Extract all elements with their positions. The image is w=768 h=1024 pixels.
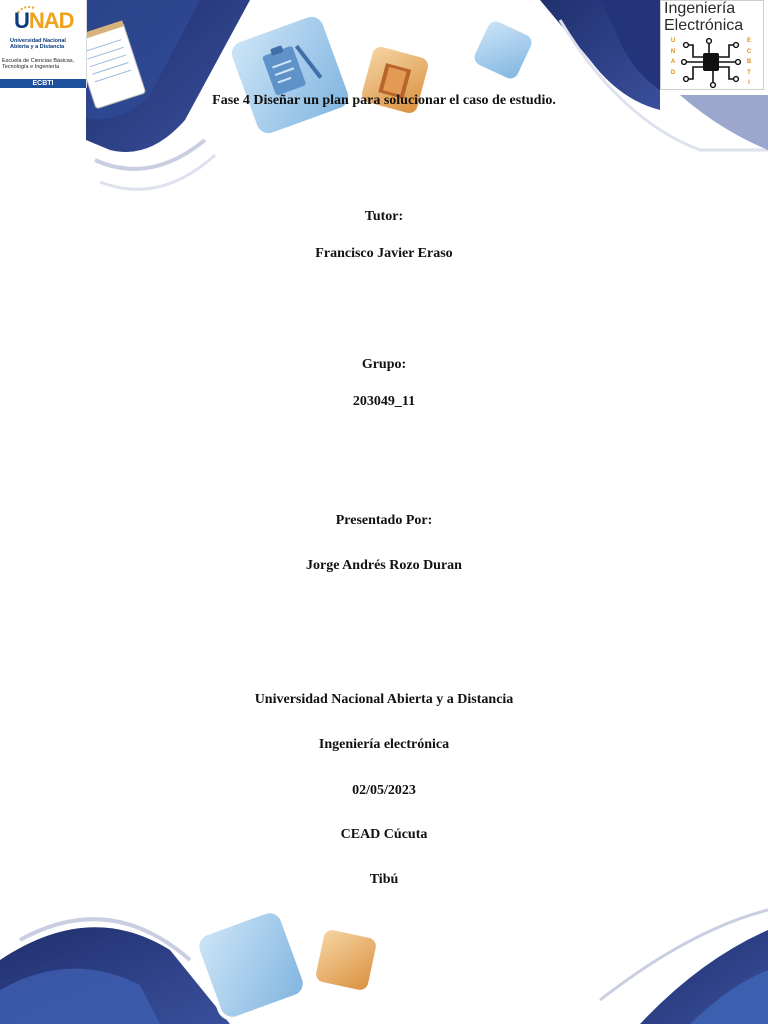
clipboard-tile xyxy=(226,11,354,139)
unad-subtitle-line-2: Abierta y a Distancia xyxy=(10,44,65,50)
left-letter: A xyxy=(670,59,676,65)
bottom-orange-tile xyxy=(313,927,379,993)
tutor-label: Tutor: xyxy=(364,209,404,224)
group-label: Grupo: xyxy=(361,357,407,372)
left-letter: D xyxy=(670,69,676,76)
left-letter: N xyxy=(670,48,676,55)
bottom-left-swoosh xyxy=(0,919,230,1024)
program-name: Ingeniería electrónica xyxy=(318,737,450,752)
ecbti-badge: ECBTI xyxy=(0,79,86,88)
submission-date: 02/05/2023 xyxy=(352,783,416,798)
university-name: Universidad Nacional Abierta y a Distancia xyxy=(254,692,514,707)
unad-wordmark-rest: NAD xyxy=(28,8,74,33)
unad-wordmark xyxy=(14,8,74,34)
city-name: Tibú xyxy=(369,872,399,887)
small-sky-tile xyxy=(470,17,536,83)
unad-subtitle-line-1: Universidad Nacional xyxy=(10,38,66,44)
right-letter: E xyxy=(746,38,751,44)
right-letter: B xyxy=(746,59,752,65)
tutor-name: Francisco Javier Eraso xyxy=(315,246,453,261)
ingenieria-logo-left-letters xyxy=(669,36,677,78)
cead-name: CEAD Cúcuta xyxy=(340,827,428,842)
unad-school-line-2: Tecnología e Ingeniería xyxy=(2,64,60,70)
right-letter: I xyxy=(748,80,750,86)
ingenieria-logo-line-1: Ingeniería xyxy=(664,0,736,17)
ingenieria-logo-right-letters xyxy=(745,36,753,89)
unad-logo xyxy=(0,0,87,88)
student-name: Jorge Andrés Rozo Duran xyxy=(306,558,462,573)
group-number: 203049_11 xyxy=(352,394,416,409)
bottom-right-swoosh xyxy=(600,910,768,1024)
right-letter: C xyxy=(746,48,752,55)
presented-by-label: Presentado Por: xyxy=(335,513,433,528)
right-letter: T xyxy=(747,69,751,76)
ingenieria-logo-line-2: Electrónica xyxy=(664,17,744,34)
document-title: Fase 4 Diseñar un plan para solucionar el caso de estudio. xyxy=(212,93,556,108)
circuit-chip-icon xyxy=(681,37,741,89)
unad-subtitle xyxy=(10,38,66,50)
unad-wordmark-u: U xyxy=(14,8,29,33)
ingenieria-electronica-logo xyxy=(660,0,764,90)
unad-school-line-1: Escuela de Ciencias Básicas, xyxy=(2,58,75,64)
unad-school-name xyxy=(2,58,74,70)
left-letter: U xyxy=(670,38,676,44)
